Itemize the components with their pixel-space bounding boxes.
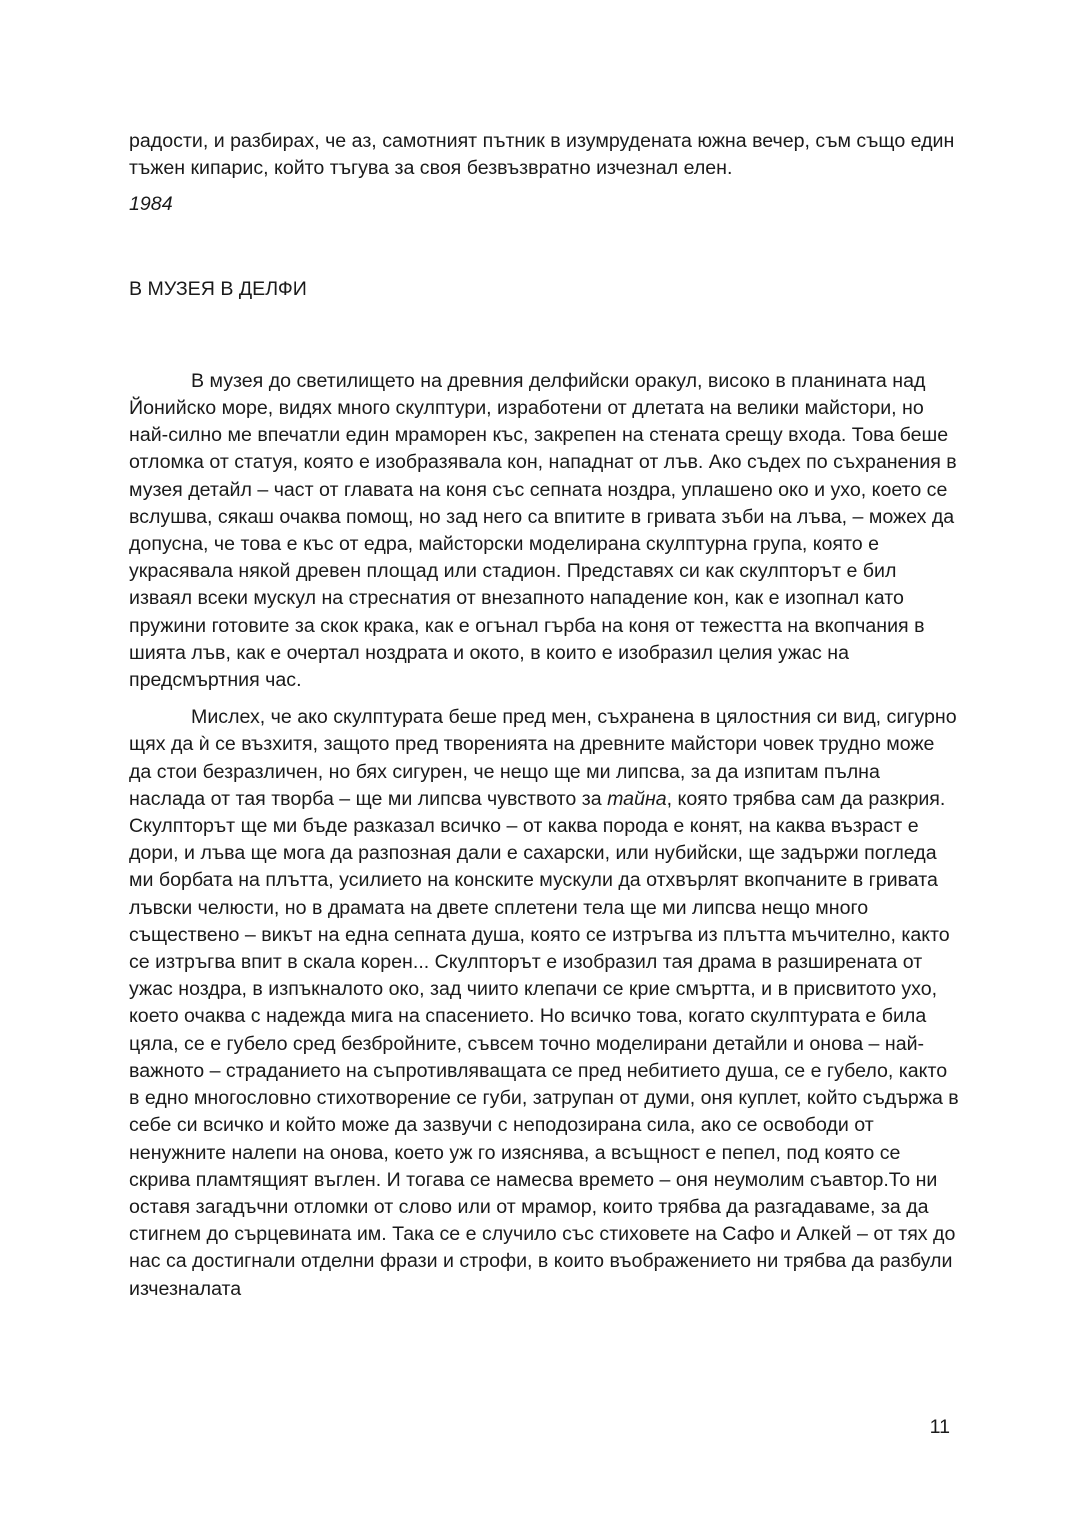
body-paragraph-2-part-1: Мислех, че ако скулптурата беше пред мен, съхранена в цялостния си вид, сигурно щях да ѝ се възхитя, защото пред творенията на древните майстори човек трудно може да стои безразличен, но бях сигурен, че нещо ще ми липсва, за да изпитам пълна наслада от тая творба – ще ми липсва чувството за [129,706,957,810]
section-title: В МУЗЕЯ В ДЕЛФИ [129,277,307,300]
intro-paragraph: радости, и разбирах, че аз, самотният пътник в изумрудената южна вечер, съм също един тъжен кипарис, който тъгува за своя безвъзвратно изчезнал елен. [129,130,955,180]
emphasized-word: тайна [607,787,667,810]
section-body [129,368,959,1303]
page-number: 11 [929,1416,950,1438]
body-paragraph-2 [129,704,959,1302]
page-body [129,128,959,1303]
year-signature: 1984 [129,193,173,216]
body-paragraph-2-part-2: , която трябва сам да разкрия. Скулпторът ще ми бъде разказал всичко – от каква порода е конят, на каква възраст е дори, и лъва ще мога да разпозная дали е сахарски, или нубийски, ще задържи погледа ми борбата на плътта, усилието на конските мускули да отхвърлят вкопчаните в гривата лъвски челюсти, но в драмата на двете сплетени тела ще ми липсва нещо много съществено – викът на една сепната душа, която се изтръгва из плътта мъчително, както се изтръгва впит в скала корен... Скулпторът е изобразил тая драма в разширената от ужас ноздра, в изпъкналото око, зад чиито клепачи се крие смъртта, и в присвитото ухо, което очаква с надежда мига на спасението. Но всичко това, когато скулптурата е била цяла, се е губело сред безбройните, съвсем точно моделирани детайли и онова – най-важното – страданието на съпротивляващата се пред небитието душа, се е губело, както в едно многословно стихотворение се губи, затрупан от думи, оня куплет, който съдържа в себе си всичко и който може да зазвучи с неподозирана сила, ако се освободи от ненужните налепи на онова, което уж го изяснява, а всъщност е пепел, под която се скрива пламтящият въглен. И тогава се намесва времето – оня неумолим съавтор.То ни оставя загадъчни отломки от слово или от мрамор, които трябва да разгадаваме, за да стигнем до сърцевината им. Така се е случило със стиховете на Сафо и Алкей – от тях до нас са достигнали отделни фрази и строфи, в които въображението ни трябва да разбули изчезналата [129,787,959,1300]
body-paragraph-1: В музея до светилището на древния делфийски оракул, високо в планината над Йонийско море, видях много скулптури, изработени от длетата на велики майстори, но най-силно ме впечатли един мраморен къс, закрепен на стената срещу входа. Това беше отломка от статуя, която е изобразявала кон, нападнат от лъв. Ако съдех по съхранения в музея детайл – част от главата на коня със сепната ноздра, уплашено око и ухо, което се вслушва, сякаш очаква помощ, но зад него са впитите в гривата зъби на лъва, – можех да допусна, че това е къс от едра, майсторски моделирана скулптурна група, която е украсявала някой древен площад или стадион. Представях си как скулпторът е бил изваял всеки мускул на стреснатия от внезапното нападение кон, как е изопнал като пружини готовите за скок крака, как е огънал гърба на коня от тежестта на вкопчания в шията лъв, как е очертал ноздрата и окото, в които е изобразил целия ужас на предсмъртния час. [129,369,957,692]
